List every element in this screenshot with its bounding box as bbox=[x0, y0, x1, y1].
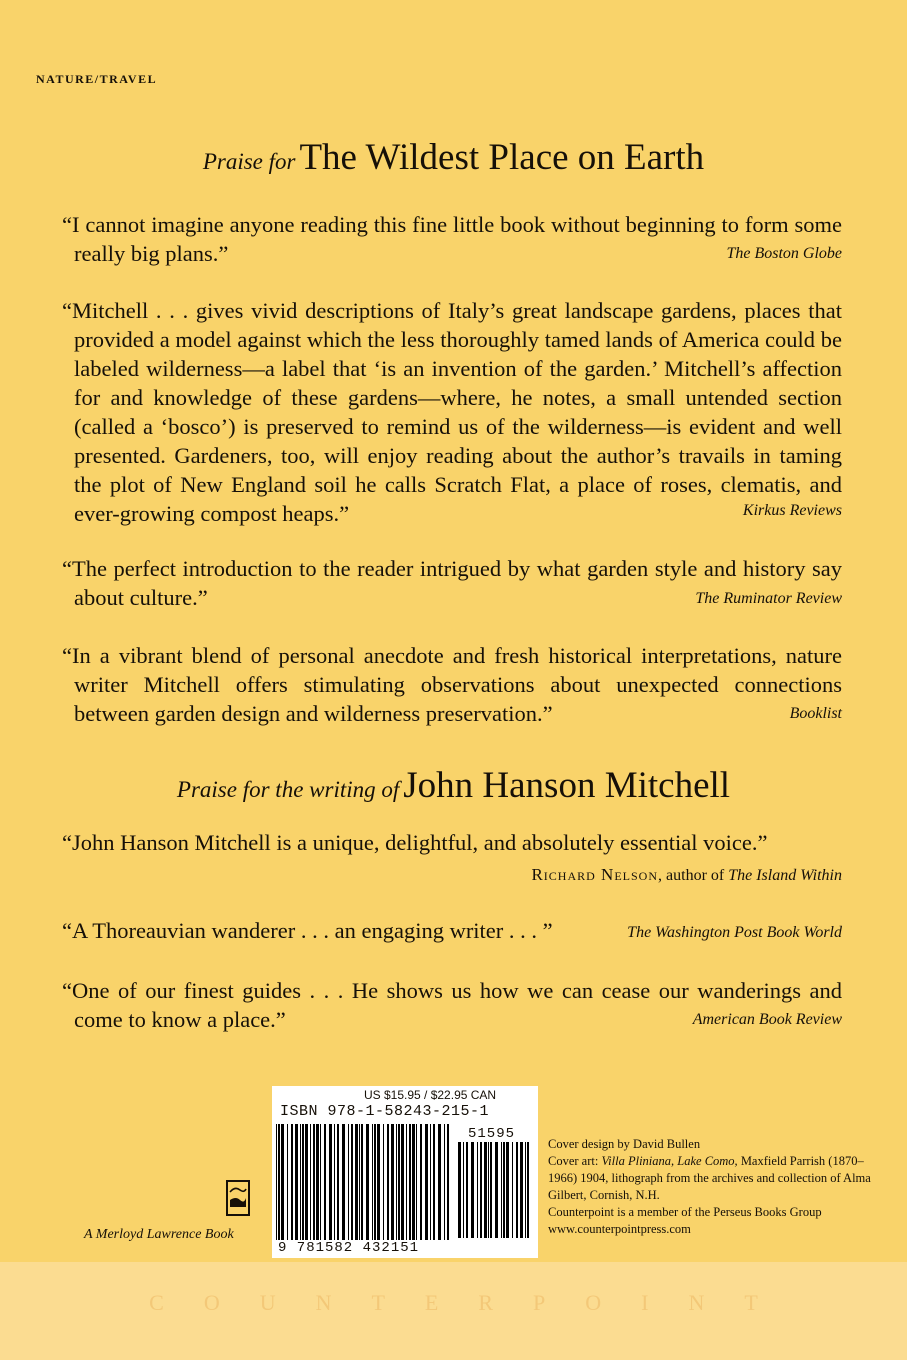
publisher-wordmark: COUNTERPOINT bbox=[149, 1290, 798, 1315]
ean-number: 9 781582 432151 bbox=[278, 1240, 420, 1256]
barcode-bar bbox=[447, 1124, 449, 1240]
quote-text: “I cannot imagine anyone reading this fine little book without beginning to form some really big plans.” bbox=[62, 212, 842, 266]
barcode-bar bbox=[501, 1142, 502, 1238]
barcode-bar bbox=[488, 1142, 489, 1238]
barcode-bar bbox=[361, 1124, 363, 1240]
barcode-bar bbox=[506, 1142, 509, 1238]
barcode-bar bbox=[412, 1124, 415, 1240]
barcode-bar bbox=[516, 1142, 518, 1238]
publisher-url: www.counterpointpress.com bbox=[548, 1222, 691, 1236]
barcode-bar bbox=[444, 1124, 445, 1240]
cover-credits bbox=[548, 1136, 888, 1238]
quote-washington-post: “A Thoreauvian wanderer . . . an engaging writer . . . ” bbox=[62, 918, 553, 943]
barcode-bar bbox=[477, 1142, 478, 1238]
barcode-bar bbox=[396, 1124, 397, 1240]
heading-lead: Praise for the writing of bbox=[176, 777, 400, 802]
ean-barcode-bars bbox=[276, 1124, 452, 1240]
barcode-bar bbox=[416, 1124, 417, 1240]
quote-source: The Ruminator Review bbox=[695, 590, 842, 607]
barcode-bar bbox=[458, 1142, 461, 1238]
quote-source: The Washington Post Book World bbox=[627, 924, 842, 941]
quote-source: Kirkus Reviews bbox=[742, 502, 842, 519]
barcode-bar bbox=[291, 1124, 293, 1240]
barcode-bar bbox=[495, 1142, 498, 1238]
barcode-bar bbox=[527, 1142, 529, 1238]
art-prefix: Cover art: bbox=[548, 1154, 602, 1168]
barcode-bar bbox=[295, 1124, 298, 1240]
barcode-bar bbox=[300, 1124, 301, 1240]
barcode-bar bbox=[377, 1124, 380, 1240]
barcode-bar bbox=[525, 1142, 526, 1238]
praise-heading-author bbox=[0, 764, 907, 807]
quote-kirkus bbox=[62, 296, 842, 528]
barcode-bar bbox=[351, 1124, 353, 1240]
source-title: The Island Within bbox=[728, 867, 842, 884]
imprint-label: A Merloyd Lawrence Book bbox=[84, 1227, 234, 1242]
barcode-bar bbox=[401, 1124, 404, 1240]
art-title: Villa Pliniana, Lake Como, bbox=[601, 1154, 738, 1168]
quote-booklist bbox=[62, 641, 842, 728]
barcode-bar bbox=[337, 1124, 339, 1240]
barcode-bar bbox=[425, 1124, 428, 1240]
book-title: The Wildest Place on Earth bbox=[299, 137, 705, 178]
addon-barcode-bars bbox=[458, 1142, 532, 1238]
art-rest: Maxfield Parrish (1870–1966) 1904, lithograph from the archives and collection of Alma Gilbert, Cornish, N.H. bbox=[548, 1154, 871, 1202]
barcode-bar bbox=[302, 1124, 304, 1240]
barcode-bar bbox=[324, 1124, 326, 1240]
barcode-bar bbox=[281, 1124, 284, 1240]
barcode-bar bbox=[430, 1124, 431, 1240]
barcode-bar bbox=[372, 1124, 373, 1240]
barcode-bar bbox=[320, 1124, 321, 1240]
category-label: NATURE/TRAVEL bbox=[36, 72, 158, 86]
barcode-bar bbox=[420, 1124, 422, 1240]
member-note: Counterpoint is a member of the Perseus Books Group bbox=[548, 1205, 822, 1219]
barcode-bar bbox=[503, 1142, 505, 1238]
barcode-bar bbox=[310, 1124, 311, 1240]
source-name: Richard Nelson bbox=[531, 865, 659, 884]
barcode-bar bbox=[374, 1124, 376, 1240]
praise-heading-book bbox=[0, 136, 907, 179]
quote-text: “The perfect introduction to the reader intrigued by what garden style and history say about culture.” bbox=[62, 556, 842, 610]
barcode-bar bbox=[433, 1124, 435, 1240]
barcode-bar bbox=[512, 1142, 513, 1238]
barcode-bar bbox=[313, 1124, 315, 1240]
publisher-logo-icon bbox=[226, 1180, 250, 1216]
author-name: John Hanson Mitchell bbox=[403, 765, 731, 806]
barcode-bar bbox=[520, 1142, 523, 1238]
barcode-bar bbox=[287, 1124, 288, 1240]
quote-source: Booklist bbox=[789, 705, 842, 722]
barcode-bar bbox=[329, 1124, 332, 1240]
source-rest: , author of bbox=[658, 867, 729, 884]
barcode-bar bbox=[480, 1142, 482, 1238]
heading-lead: Praise for bbox=[202, 149, 296, 174]
barcode-bar bbox=[398, 1124, 400, 1240]
barcode-bar bbox=[438, 1124, 441, 1240]
barcode-bar bbox=[484, 1142, 487, 1238]
barcode-bar bbox=[342, 1124, 345, 1240]
barcode-bar bbox=[334, 1124, 335, 1240]
barcode-bar bbox=[391, 1124, 394, 1240]
quote-source: American Book Review bbox=[692, 1011, 842, 1028]
barcode-bar bbox=[409, 1124, 411, 1240]
quote-source: The Boston Globe bbox=[726, 245, 842, 262]
barcode-bar bbox=[463, 1142, 464, 1238]
barcode-bar bbox=[316, 1124, 319, 1240]
barcode-bar bbox=[387, 1124, 389, 1240]
barcode bbox=[272, 1086, 538, 1258]
quote-nelson: “John Hanson Mitchell is a unique, delightful, and absolutely essential voice.” bbox=[62, 830, 768, 855]
barcode-bar bbox=[490, 1142, 492, 1238]
quote-source bbox=[531, 865, 842, 885]
art-credit bbox=[548, 1153, 888, 1204]
price-label: US $15.95 / $22.95 CAN bbox=[364, 1088, 497, 1102]
barcode-bar bbox=[355, 1124, 358, 1240]
barcode-bar bbox=[383, 1124, 384, 1240]
quote-text: “One of our finest guides . . . He shows us how we can cease our wanderings and come to know a place.” bbox=[62, 978, 842, 1032]
barcode-bar bbox=[406, 1124, 407, 1240]
barcode-bar bbox=[348, 1124, 349, 1240]
barcode-bar bbox=[305, 1124, 308, 1240]
quote-text: “Mitchell . . . gives vivid descriptions of Italy’s great landscape gardens, places that provided a model against which the less thoroughly tamed lands of America could be labeled wilderness—a label that ‘is an invention of the garden.’ Mitchell’s affection for and knowledge of these gardens—where, he notes, a small untended section (called a ‘bosco’) is preserved to remind us of the wilderness—is evident and well presented. Gardeners, too, will enjoy reading about the author’s travails in taming the plot of New England soil he calls Scratch Flat, a place of roses, clematis, and ever-growing compost heaps.” bbox=[62, 298, 842, 526]
barcode-bar bbox=[471, 1142, 474, 1238]
quote-text: “In a vibrant blend of personal anecdote and fresh historical interpretations, nature writer Mitchell offers stimulating observations about unexpected connections between garden design and wilderness preservation.” bbox=[62, 643, 842, 726]
addon-number: 51595 bbox=[468, 1126, 516, 1142]
barcode-bar bbox=[366, 1124, 369, 1240]
design-credit: Cover design by David Bullen bbox=[548, 1137, 701, 1151]
isbn-label: ISBN 978-1-58243-215-1 bbox=[280, 1103, 490, 1120]
barcode-bar bbox=[276, 1124, 277, 1240]
quote-boston-globe bbox=[62, 210, 842, 268]
barcode-bar bbox=[278, 1124, 280, 1240]
barcode-bar bbox=[466, 1142, 468, 1238]
barcode-bar bbox=[359, 1124, 360, 1240]
